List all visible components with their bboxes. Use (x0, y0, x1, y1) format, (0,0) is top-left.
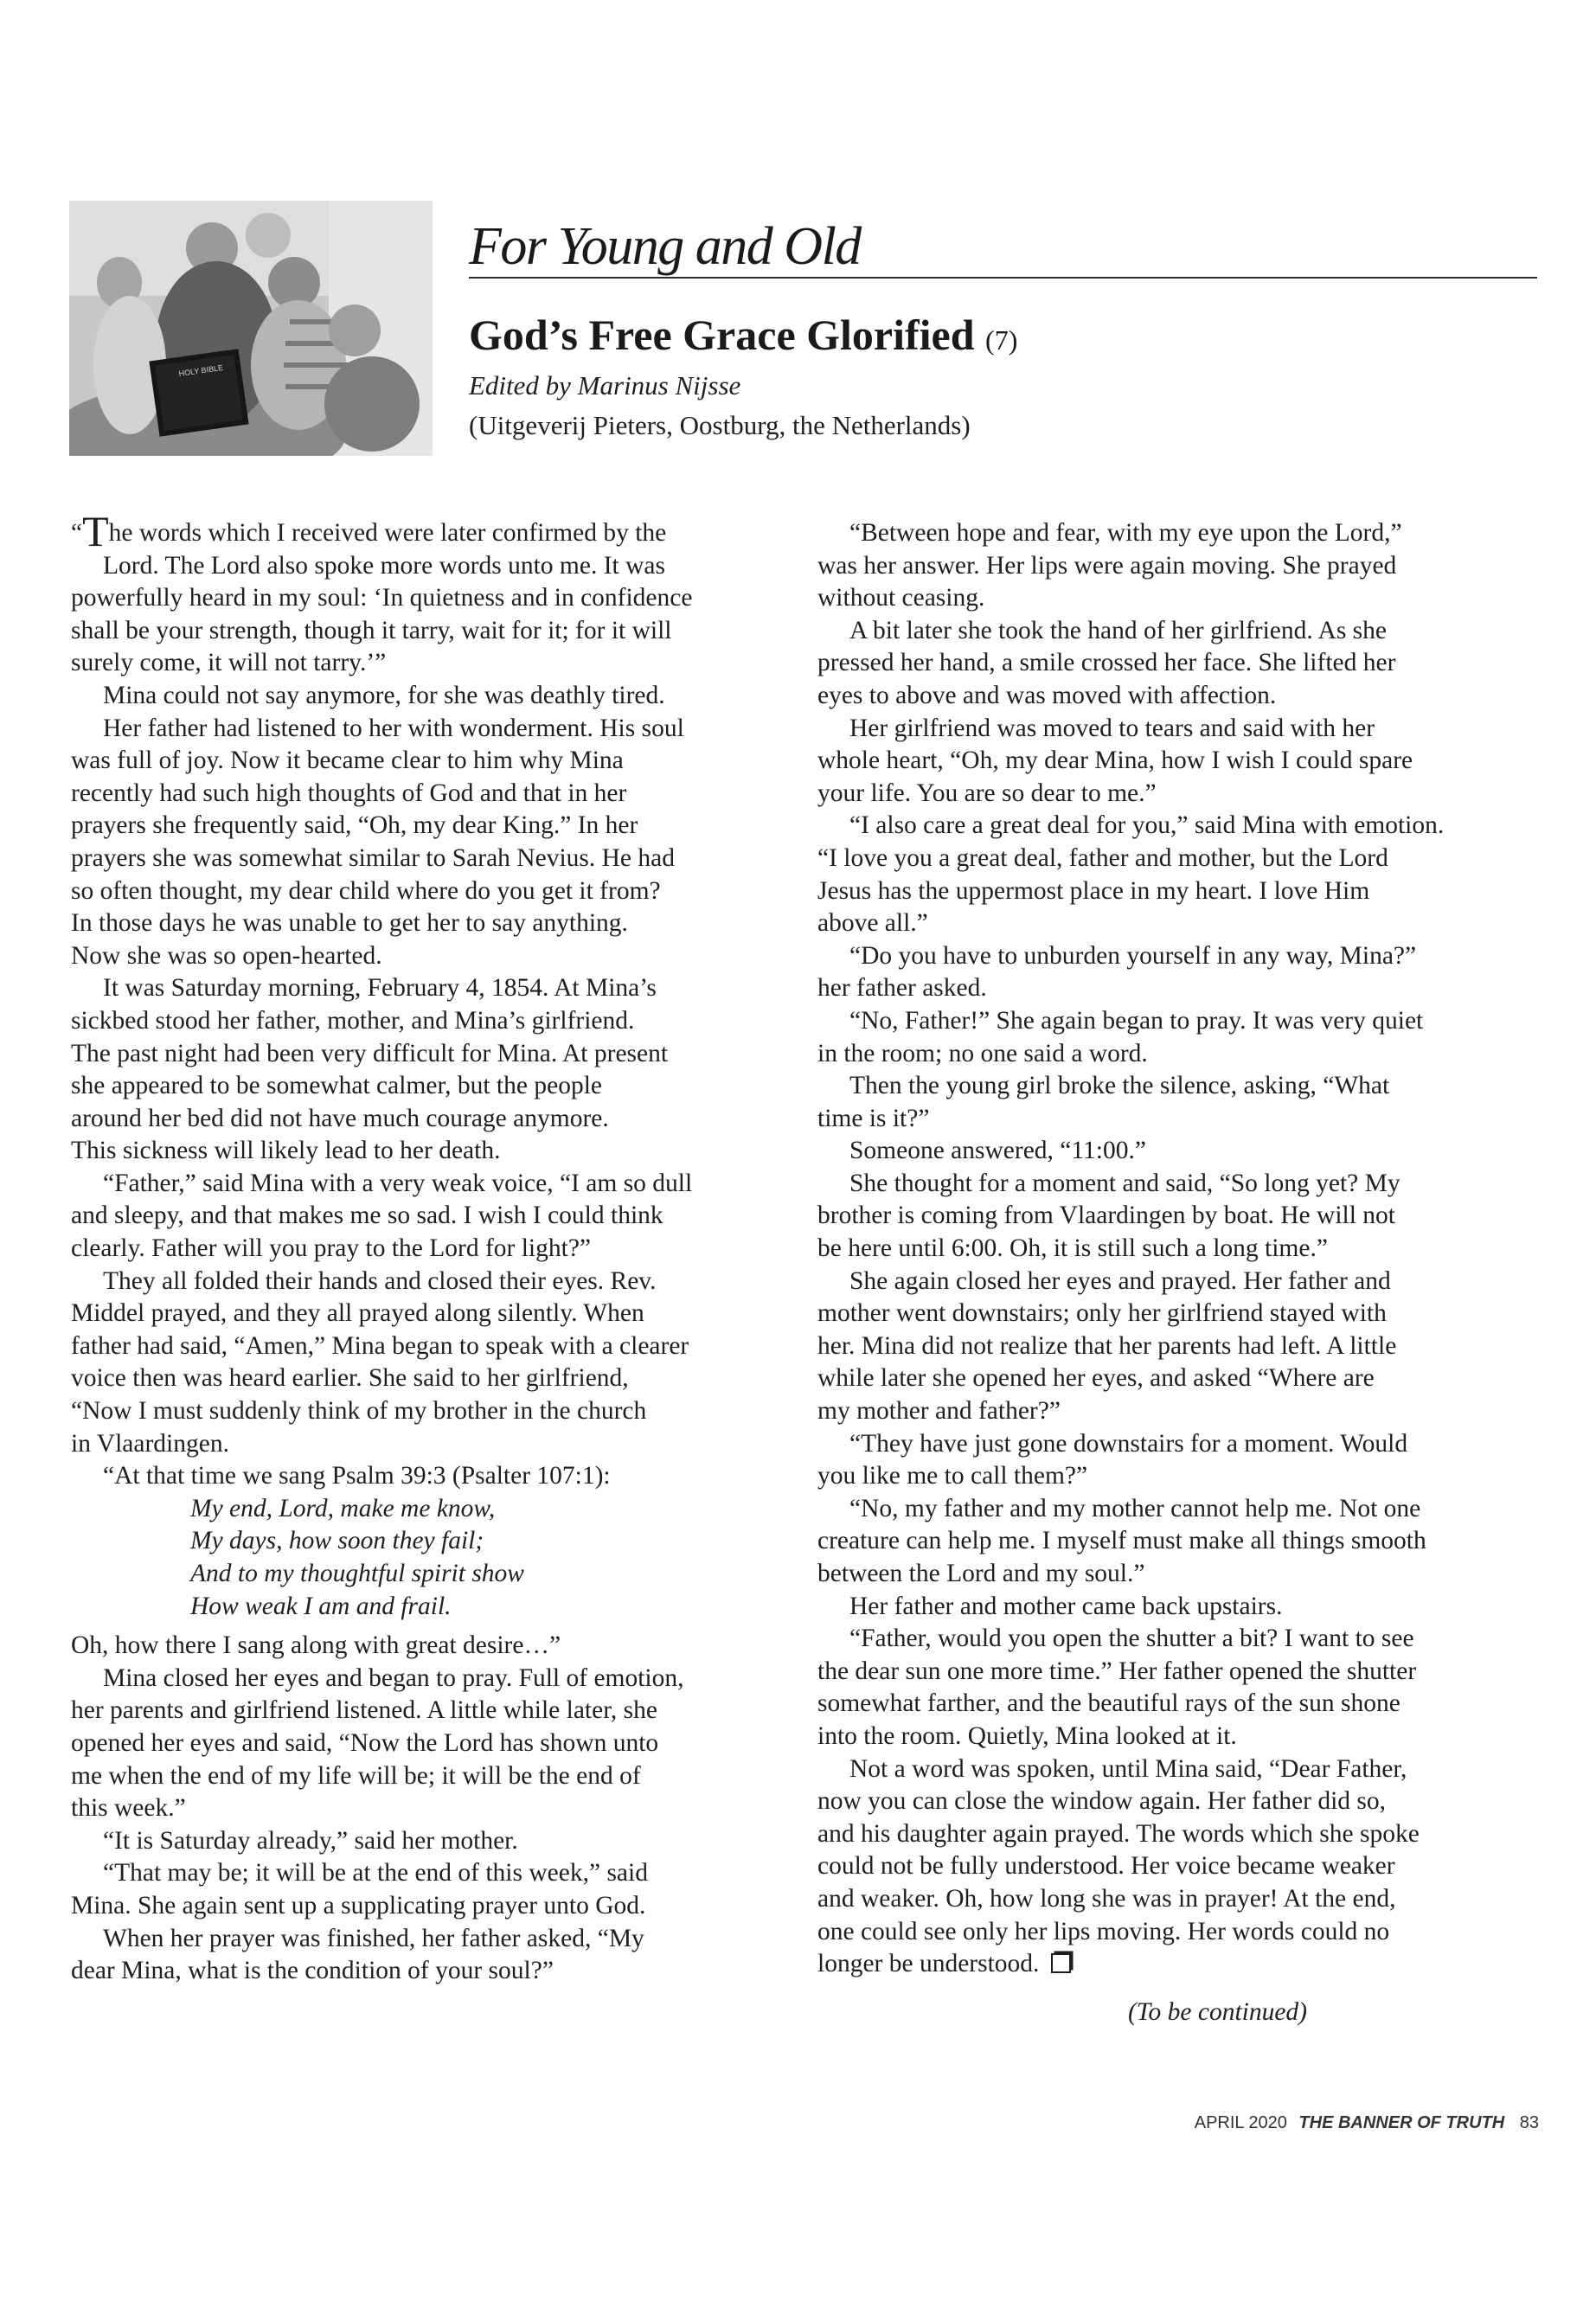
paragraph-line: this week.” (71, 1794, 186, 1823)
paragraph-line: was her answer. Her lips were again moving. She prayed (817, 551, 1397, 580)
paragraph-line: A bit later she took the hand of her girlfriend. As she (849, 616, 1387, 644)
section-rule (469, 277, 1537, 279)
paragraph-line: in Vlaardingen. (71, 1429, 229, 1458)
paragraph-line: Middel prayed, and they all prayed along silently. When (71, 1299, 644, 1328)
paragraph-line: “It is Saturday already,” said her mother. (103, 1826, 518, 1855)
paragraph-line: Mina. She again sent up a supplicating prayer unto God. (71, 1891, 646, 1920)
paragraph-line: now you can close the window again. Her father did so, (817, 1787, 1387, 1816)
paragraph-line: She again closed her eyes and prayed. Her father and (849, 1266, 1391, 1295)
paragraph-line: “Father,” said Mina with a very weak voice, “I am so dull (103, 1169, 693, 1197)
paragraph-line: brother is coming from Vlaardingen by boat. He will not (817, 1202, 1395, 1230)
paragraph-line: prayers she frequently said, “Oh, my dear King.” In her (71, 811, 638, 840)
paragraph-line: “Between hope and fear, with my eye upon the Lord,” (849, 519, 1402, 547)
to-be-continued: (To be continued) (1127, 1997, 1308, 2026)
paragraph-line: clearly. Father will you pray to the Lord for light?” (71, 1234, 592, 1263)
magazine-name: THE BANNER OF TRUTH (1298, 2113, 1505, 2132)
byline: Edited by Marinus Nijsse (469, 370, 741, 401)
paragraph-line: into the room. Quietly, Mina looked at it. (817, 1721, 1237, 1750)
paragraph-line: Not a word was spoken, until Mina said, “Dear Father, (849, 1754, 1407, 1783)
left-column (71, 507, 780, 1988)
paragraph-line: without ceasing. (817, 584, 985, 612)
paragraph-line: It was Saturday morning, February 4, 1854. At Mina’s (103, 974, 657, 1003)
paragraph-line: be here until 6:00. Oh, it is still such a long time.” (817, 1234, 1328, 1263)
paragraph-line: mother went downstairs; only her girlfriend stayed with (817, 1299, 1387, 1328)
paragraph-line: the dear sun one more time.” Her father opened the shutter (817, 1657, 1417, 1685)
paragraph-line: was full of joy. Now it became clear to him why Mina (71, 747, 624, 775)
paragraph-line: pressed her hand, a smile crossed her face. She lifted her (817, 649, 1396, 677)
paragraph-line: her father asked. (817, 974, 987, 1003)
page-number: 83 (1519, 2113, 1539, 2132)
paragraph-line: between the Lord and my soul.” (817, 1560, 1145, 1587)
paragraph-line: Oh, how there I sang along with great desire…” (71, 1631, 561, 1660)
paragraph-line: voice then was heard earlier. She said to her girlfriend, (71, 1364, 629, 1393)
paragraph-line: above all.” (817, 909, 928, 938)
paragraph-line: somewhat farther, and the beautiful rays of the sun shone (817, 1689, 1401, 1718)
paragraph-line: “The words which I received were later confirmed by the (71, 507, 667, 555)
paragraph-line: her parents and girlfriend listened. A little while later, she (71, 1696, 657, 1725)
paragraph-line: “Do you have to unburden yourself in any way, Mina?” (849, 941, 1417, 970)
paragraph-line: and his daughter again prayed. The words which she spoke (817, 1819, 1420, 1848)
psalm-quote (71, 1493, 780, 1623)
end-of-article-icon (1051, 1953, 1071, 1973)
paragraph-line: Mina closed her eyes and began to pray. Full of emotion, (103, 1663, 684, 1692)
paragraph-line: “Now I must suddenly think of my brother in the church (71, 1397, 647, 1426)
paragraph-line: her. Mina did not realize that her parents had left. A little (817, 1331, 1397, 1360)
family-bible-illustration (69, 201, 433, 456)
family-bible-photo (69, 201, 433, 456)
open-quote: “ (71, 519, 83, 547)
paragraph-line: creature can help me. I myself must make all things smooth (817, 1527, 1426, 1555)
issue-date: APRIL 2020 (1194, 2113, 1287, 2132)
paragraph-line: could not be fully understood. Her voice became weaker (817, 1852, 1395, 1881)
paragraph-line: Lord. The Lord also spoke more words unto me. It was (103, 551, 665, 580)
paragraph-line: while later she opened her eyes, and asked “Where are (817, 1364, 1375, 1393)
paragraph-line: “I also care a great deal for you,” said Mina with emotion. (849, 811, 1445, 840)
paragraph-line: whole heart, “Oh, my dear Mina, how I wish I could spare (817, 747, 1413, 775)
paragraph-line: Mina could not say anymore, for she was deathly tired. (103, 681, 665, 709)
paragraph-line: Then the young girl broke the silence, asking, “What (849, 1072, 1390, 1100)
paragraph-line: time is it?” (817, 1104, 930, 1132)
paragraph-line: sickbed stood her father, mother, and Mina’s girlfriend. (71, 1006, 635, 1035)
right-column (817, 517, 1540, 2029)
paragraph-line: around her bed did not have much courage anymore. (71, 1104, 609, 1132)
paragraph-line: “Father, would you open the shutter a bit? I want to see (849, 1625, 1414, 1653)
paragraph-line: father had said, “Amen,” Mina began to speak with a clearer (71, 1331, 689, 1360)
paragraph-line: recently had such high thoughts of God and that in her (71, 779, 627, 807)
paragraph-line: you like me to call them?” (817, 1462, 1088, 1490)
paragraph-line: “I love you a great deal, father and mother, but the Lord (817, 843, 1388, 872)
paragraph-line: They all folded their hands and closed their eyes. Rev. (103, 1266, 657, 1295)
bible-cover-label: HOLY BIBLE (178, 362, 224, 378)
paragraph-line: Jesus has the uppermost place in my heart. I love Him (817, 876, 1370, 905)
paragraph-line: Now she was so open-hearted. (71, 941, 382, 970)
paragraph-line: “No, Father!” She again began to pray. It was very quiet (849, 1006, 1424, 1035)
article-part-number: (7) (985, 324, 1018, 356)
paragraph-line: “They have just gone downstairs for a moment. Would (849, 1429, 1408, 1458)
paragraph-line: Her father had listened to her with wonderment. His soul (103, 714, 684, 742)
section-title: For Young and Old (469, 217, 861, 276)
paragraph-line: Her father and mother came back upstairs. (849, 1592, 1283, 1620)
paragraph-line: and sleepy, and that makes me so sad. I wish I could think (71, 1202, 663, 1230)
paragraph-line: surely come, it will not tarry.’” (71, 649, 387, 677)
poem-line: My end, Lord, make me know, (190, 1494, 496, 1522)
paragraph-line: “No, my father and my mother cannot help me. Not one (849, 1494, 1421, 1522)
paragraph-line: in the room; no one said a word. (817, 1039, 1148, 1067)
paragraph-line: dear Mina, what is the condition of your soul?” (71, 1957, 554, 1985)
paragraph-line: When her prayer was finished, her father asked, “My (103, 1924, 644, 1952)
paragraph-line: powerfully heard in my soul: ‘In quietness and in confidence (71, 584, 693, 612)
paragraph-line: shall be your strength, though it tarry, wait for it; for it will (71, 616, 672, 644)
paragraph-line: and weaker. Oh, how long she was in prayer! At the end, (817, 1884, 1396, 1913)
paragraph-line: longer be understood. (817, 1948, 1540, 1981)
paragraph-line: me when the end of my life will be; it will be the end of (71, 1761, 641, 1790)
poem-line: How weak I am and frail. (190, 1592, 452, 1620)
poem-line: And to my thoughtful spirit show (190, 1560, 524, 1587)
paragraph-line: Her girlfriend was moved to tears and said with her (849, 714, 1375, 742)
paragraph-line: She thought for a moment and said, “So long yet? My (849, 1169, 1401, 1197)
paragraph-line: prayers she was somewhat similar to Sarah Nevius. He had (71, 843, 675, 872)
publisher-credit: (Uitgeverij Pieters, Oostburg, the Netherlands) (469, 410, 971, 440)
paragraph-line: Someone answered, “11:00.” (849, 1137, 1146, 1165)
paragraph-line: she appeared to be somewhat calmer, but the people (71, 1072, 602, 1100)
article-title-text: God’s Free Grace Glorified (469, 311, 975, 359)
paragraph-line: This sickness will likely lead to her death. (71, 1137, 501, 1165)
paragraph-line: “At that time we sang Psalm 39:3 (Psalter 107:1): (103, 1462, 611, 1490)
paragraph-line: my mother and father?” (817, 1397, 1061, 1426)
article-title (469, 310, 1017, 360)
paragraph-line: opened her eyes and said, “Now the Lord has shown unto (71, 1728, 659, 1757)
paragraph-line: The past night had been very difficult for Mina. At present (71, 1039, 669, 1067)
paragraph-line: eyes to above and was moved with affection. (817, 681, 1277, 709)
page-footer (1195, 2113, 1539, 2133)
poem-line: My days, how soon they fail; (190, 1527, 484, 1555)
drop-cap: T (82, 507, 109, 555)
paragraph-line: so often thought, my dear child where do you get it from? (71, 876, 661, 905)
paragraph-line: “That may be; it will be at the end of this week,” said (103, 1859, 648, 1888)
paragraph-line: In those days he was unable to get her to say anything. (71, 909, 628, 938)
paragraph-line: your life. You are so dear to me.” (817, 779, 1157, 807)
paragraph-line: one could see only her lips moving. Her words could no (817, 1917, 1390, 1945)
